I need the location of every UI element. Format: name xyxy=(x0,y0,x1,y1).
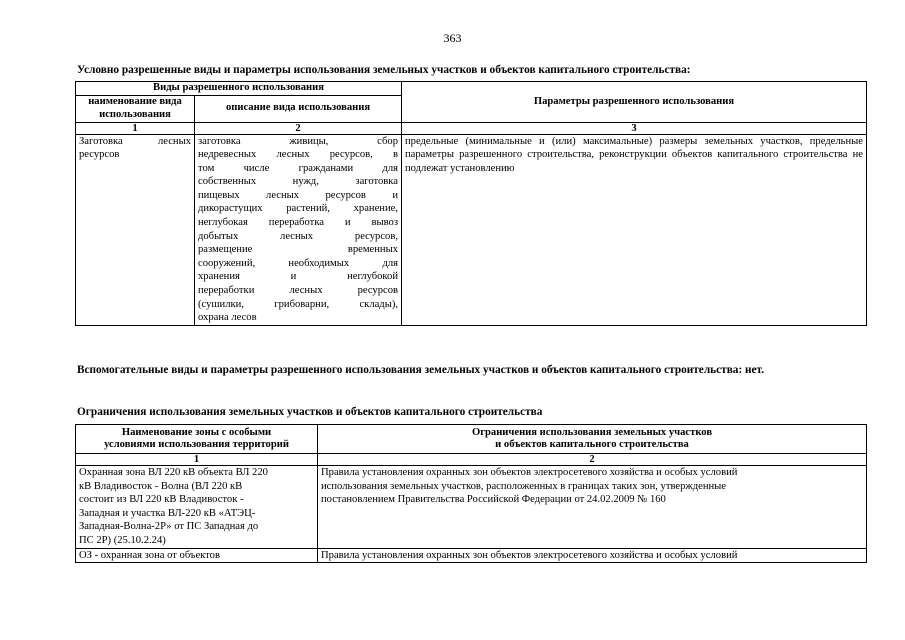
zone-line: Западная-Волна-2Р» от ПС Западная до xyxy=(79,521,259,533)
description-line: хранения и неглубокой xyxy=(198,271,398,283)
header-line: и объектов капитального строительства xyxy=(495,439,689,450)
description-line: недревесных лесных ресурсов, в xyxy=(198,149,398,161)
zone-line: ПС 2Р) (25.10.2.24) xyxy=(79,534,166,546)
restriction-cell xyxy=(318,466,867,549)
zone-line: состоит из ВЛ 220 кВ Владивосток - xyxy=(79,494,244,506)
section-heading-restrictions: Ограничения использования земельных участков и объектов капитального строительства xyxy=(77,406,543,418)
column-number: 3 xyxy=(402,122,867,134)
parameters-header: Параметры разрешенного использования xyxy=(402,82,867,123)
header-line: условиями использования территорий xyxy=(104,439,289,450)
zone-name-cell xyxy=(76,548,318,563)
column-number: 2 xyxy=(195,122,402,134)
description-line: том числе гражданами для xyxy=(198,162,398,174)
permitted-uses-table xyxy=(75,81,867,326)
header-line: Ограничения использования земельных участков xyxy=(471,426,713,438)
section-heading-conditional-uses: Условно разрешенные виды и параметры использования земельных участков и объектов капитального строительства: xyxy=(77,64,691,76)
description-line: размещение временных xyxy=(198,244,398,256)
restriction-cell xyxy=(318,548,867,563)
zone-line: кВ Владивосток - Волна (ВЛ 220 кВ xyxy=(79,480,243,492)
zone-name-cell xyxy=(76,466,318,549)
description-line: добытых лесных ресурсов, xyxy=(198,230,398,242)
description-line: переработки лесных ресурсов xyxy=(198,285,398,297)
description-line: неглубокая переработка и вывоз xyxy=(198,217,398,229)
zone-line: Охранная зона ВЛ 220 кВ объекта ВЛ 220 xyxy=(79,467,268,478)
description-line: собственных нужд, заготовка xyxy=(198,176,398,188)
use-description-cell xyxy=(195,134,402,325)
restriction-line: использования земельных участков, расположенных в границах таких зон, утвержденные xyxy=(321,480,726,492)
restriction-line: Правила установления охранных зон объектов электросетевого хозяйства и особых условий xyxy=(321,467,738,478)
description-line: (сушилки, грибоварни, склады), xyxy=(198,298,398,310)
description-line: сооружений, необходимых для xyxy=(198,257,398,269)
column-number: 1 xyxy=(76,122,195,134)
description-line: охрана лесов xyxy=(198,312,257,324)
use-name-cell: Заготовка лесных ресурсов xyxy=(76,134,195,325)
column-number: 2 xyxy=(318,454,867,466)
group-header: Виды разрешенного использования xyxy=(76,82,402,96)
restriction-line: постановлением Правительства Российской Федерации от 24.02.2009 № 160 xyxy=(321,494,666,506)
zone-line: Западная и участка ВЛ-220 кВ «АТЭЦ- xyxy=(79,507,256,519)
header-line: Наименование зоны с особыми xyxy=(121,426,272,438)
section-heading-auxiliary-uses: Вспомогательные виды и параметры разрешенного использования земельных участков и объектов капитального строительства: нет. xyxy=(77,364,765,376)
use-name-header: наименование вида использования xyxy=(76,95,195,122)
restrictions-table xyxy=(75,424,867,563)
table-row xyxy=(76,466,867,549)
description-line: заготовка живицы, сбор xyxy=(198,135,398,147)
description-line: пищевых лесных ресурсов и xyxy=(198,189,398,201)
zone-name-header xyxy=(76,425,318,454)
column-number: 1 xyxy=(76,454,318,466)
page-number: 363 xyxy=(443,31,462,45)
restriction-line: Правила установления охранных зон объектов электросетевого хозяйства и особых условий xyxy=(321,549,738,561)
table-row xyxy=(76,548,867,563)
parameters-cell: предельные (минимальные и (или) максимальные) размеры земельных участков, предельные параметры разрешенного строительства, реконструкции объектов капитального строительства не подлежат установлению xyxy=(402,134,867,325)
description-line: дикорастущих растений, хранение, xyxy=(198,203,398,215)
use-description-header: описание вида использования xyxy=(195,95,402,122)
zone-line: ОЗ - охранная зона от объектов xyxy=(79,549,220,561)
restrictions-header xyxy=(318,425,867,454)
